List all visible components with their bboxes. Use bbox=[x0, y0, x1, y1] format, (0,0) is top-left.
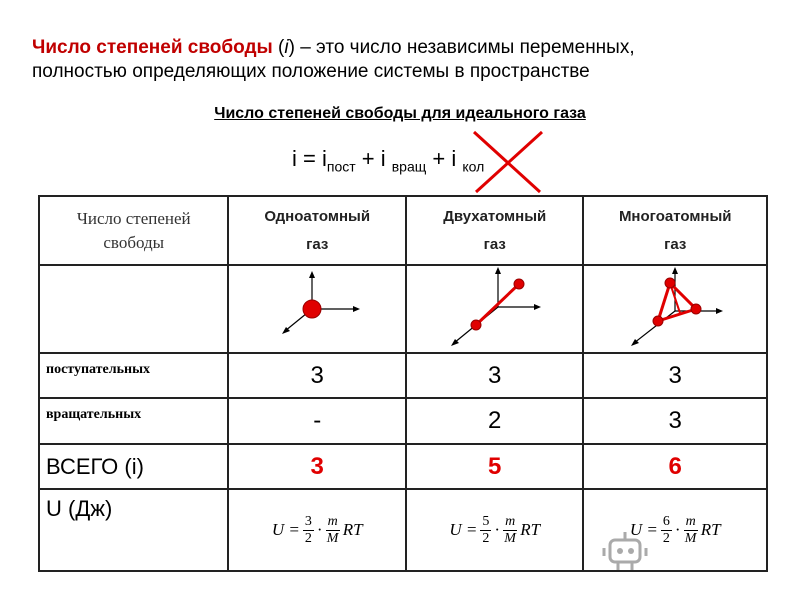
rotational-label: вращательных bbox=[39, 398, 228, 444]
formula-lhs: i = i bbox=[292, 146, 327, 171]
polyatomic-molecule-icon bbox=[620, 267, 730, 347]
mass-den: M bbox=[326, 530, 339, 546]
translational-mono: 3 bbox=[228, 353, 405, 398]
monatomic-cell bbox=[228, 265, 405, 353]
translational-poly: 3 bbox=[583, 353, 767, 398]
intro-symbol: i bbox=[284, 37, 289, 58]
header-polyatomic bbox=[583, 196, 767, 265]
energy-label: U (Дж) bbox=[39, 489, 228, 571]
formula-plus-2: + i bbox=[426, 146, 463, 171]
intro-line2: полностью определяющих положение системы в пространстве bbox=[32, 61, 590, 82]
mass-num: m bbox=[685, 513, 696, 529]
dot-operator: · bbox=[674, 520, 681, 539]
intro-rest: ) – это число независимы переменных, bbox=[288, 37, 635, 58]
dof-formula bbox=[292, 146, 484, 174]
diatomic-molecule-icon bbox=[440, 267, 550, 347]
total-poly: 6 bbox=[583, 444, 767, 489]
header-dof bbox=[39, 196, 228, 265]
header-dof-line1: Число степеней bbox=[76, 208, 191, 228]
formula-sub-vibrational: кол bbox=[462, 158, 485, 175]
formula-lhs: U = bbox=[629, 520, 658, 539]
strike-cross-icon bbox=[468, 128, 548, 196]
formula-rt: RT bbox=[342, 520, 363, 539]
mass-den: M bbox=[504, 530, 516, 546]
rotational-mono: - bbox=[228, 398, 405, 444]
energy-di bbox=[406, 489, 584, 571]
translational-di: 3 bbox=[406, 353, 584, 398]
fraction-den: 2 bbox=[304, 530, 312, 546]
fraction-num: 3 bbox=[304, 513, 312, 529]
mass-fraction bbox=[684, 514, 698, 547]
fraction-den: 2 bbox=[662, 530, 670, 546]
table-row-total bbox=[39, 444, 767, 489]
mass-num: m bbox=[505, 513, 516, 529]
mass-fraction bbox=[503, 514, 517, 547]
formula-fraction bbox=[303, 514, 314, 547]
header-monatomic bbox=[228, 196, 405, 265]
intro-term: Число степеней свободы bbox=[32, 37, 273, 58]
dot-operator: · bbox=[494, 520, 501, 539]
fraction-num: 6 bbox=[662, 513, 670, 529]
formula-lhs: U = bbox=[271, 520, 300, 539]
table-header-row bbox=[39, 196, 767, 265]
dof-table bbox=[38, 195, 768, 572]
rotational-poly: 3 bbox=[583, 398, 767, 444]
dot-operator: · bbox=[316, 520, 323, 539]
translational-label: поступательных bbox=[39, 353, 228, 398]
diatomic-cell bbox=[406, 265, 584, 353]
intro-open-paren: ( bbox=[278, 37, 285, 58]
mass-fraction bbox=[326, 514, 340, 547]
energy-mono bbox=[228, 489, 405, 571]
formula-sub-rotational: вращ bbox=[391, 158, 427, 175]
formula-lhs: U = bbox=[449, 520, 478, 539]
table-row-translational bbox=[39, 353, 767, 398]
robot-watermark-icon bbox=[602, 528, 652, 572]
header-diatomic bbox=[406, 196, 584, 265]
mass-num: m bbox=[327, 513, 338, 529]
formula-plus-1: + i bbox=[355, 146, 392, 171]
formula-sub-translational: пост bbox=[326, 158, 356, 175]
header-diatomic-line1: Двухатомный bbox=[443, 208, 547, 225]
polyatomic-cell bbox=[583, 265, 767, 353]
header-monatomic-line1: Одноатомный bbox=[264, 208, 371, 225]
header-monatomic-line2: газ bbox=[306, 236, 329, 253]
header-diatomic-line2: газ bbox=[483, 236, 506, 253]
formula-fraction bbox=[480, 514, 491, 547]
table-row-rotational bbox=[39, 398, 767, 444]
molecule-label-cell bbox=[39, 265, 228, 353]
total-di: 5 bbox=[406, 444, 584, 489]
monatomic-molecule-icon bbox=[267, 271, 367, 343]
total-label: ВСЕГО (i) bbox=[39, 444, 228, 489]
formula-fraction bbox=[661, 514, 672, 547]
header-dof-line2: свободы bbox=[103, 232, 165, 252]
energy-formula-di bbox=[449, 514, 540, 547]
header-polyatomic-line1: Многоатомный bbox=[618, 208, 732, 225]
table-row-molecules bbox=[39, 265, 767, 353]
table-row-energy bbox=[39, 489, 767, 571]
formula-rt: RT bbox=[520, 520, 541, 539]
fraction-num: 5 bbox=[482, 513, 490, 529]
subtitle: Число степеней свободы для идеального газа bbox=[214, 105, 586, 122]
header-polyatomic-line2: газ bbox=[664, 236, 687, 253]
formula-rt: RT bbox=[700, 520, 721, 539]
total-mono: 3 bbox=[228, 444, 405, 489]
rotational-di: 2 bbox=[406, 398, 584, 444]
intro-text bbox=[32, 36, 782, 84]
fraction-den: 2 bbox=[482, 530, 490, 546]
energy-formula-mono bbox=[272, 514, 363, 547]
mass-den: M bbox=[684, 530, 697, 546]
